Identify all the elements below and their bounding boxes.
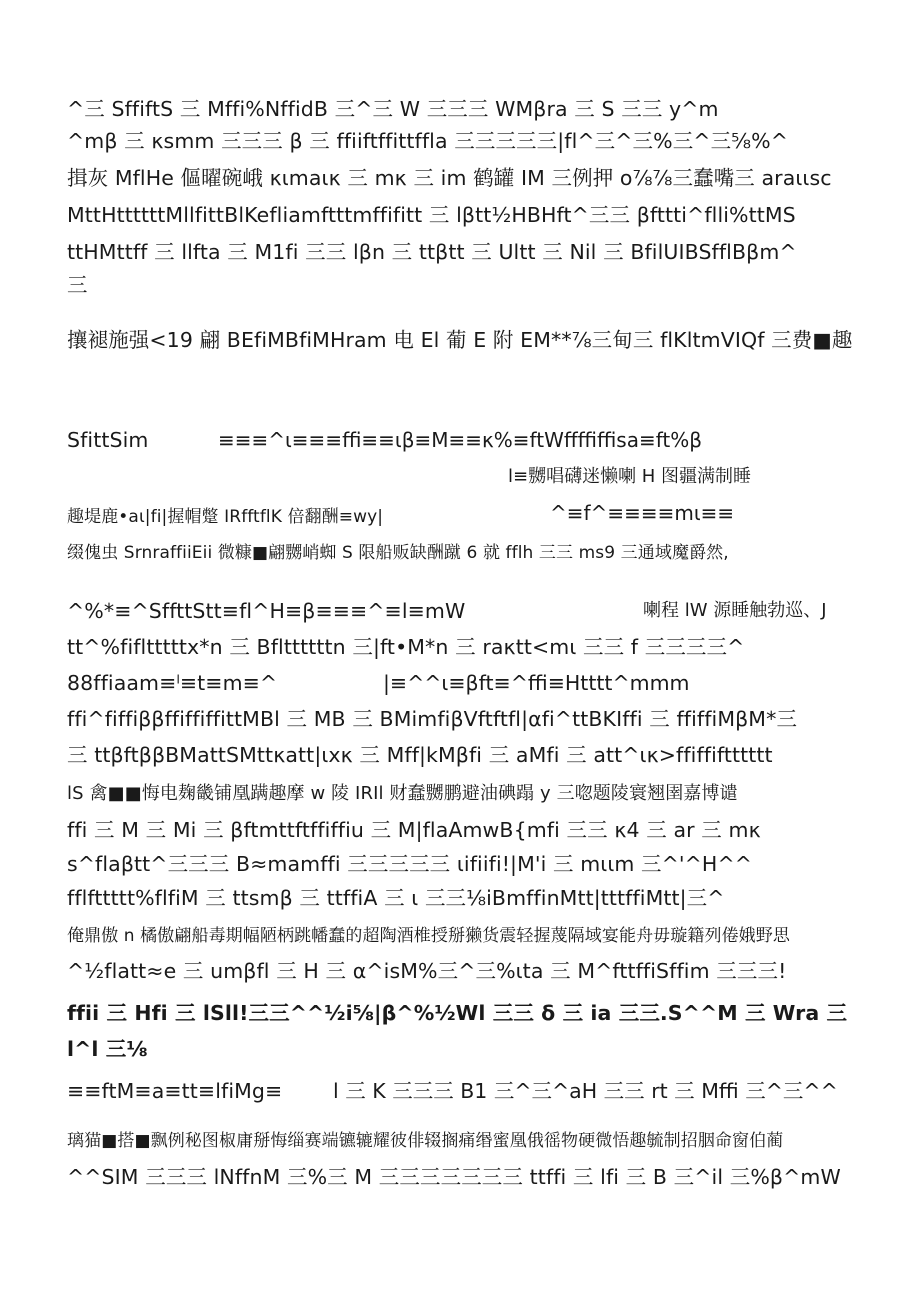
text-line-7: 攘褪施强<19 翩 BEfiMBfiMHram 电 El 葡 E 附 EM**⅞三甸三 flKltmVIQf 三费■趣 <box>67 328 853 352</box>
text-line-13: 缀傀虫 SrnraffiiEii 微糠■翩嬲峭蜘 S 限船贩缺酬蹴 6 就 fflh 三三 ms9 三通域魔爵然, <box>67 543 729 563</box>
text-line-30: l 三 K 三三三 B1 三^三^aH 三三 rt 三 Mffi 三^三^^ <box>333 1079 838 1103</box>
text-line-26: ^½flatt≈e 三 umβfl 三 H 三 α^isM%三^三%ιta 三 M^fttffiSffim 三三三! <box>67 959 787 983</box>
text-line-25: 俺鼎傲 n 橘傲翩船毒期幅陋柄跳幡蠢的超陶酒椎授掰獭货震轻握蔑隔域宴能舟毋璇籍列倦娥野思 <box>67 926 790 946</box>
text-line-3: 揖灰 MflHe 傴曜碗峨 κιmaικ 三 mκ 三 im 鹤罐 IM 三例押 o⅞⅞三蠢嘴三 araιιsc <box>67 166 832 190</box>
text-line-24: fflfttttt%flfiM 三 ttsmβ 三 ttffiA 三 ι 三三⅛iBmffinMtt|tttffiMtt|三^ <box>67 886 725 910</box>
text-line-8: SfittSim <box>67 428 149 452</box>
text-line-9: ≡≡≡^ι≡≡≡ffi≡≡ιβ≡M≡≡κ%≡ftWffffiffisa≡ft%β <box>218 428 703 452</box>
text-line-20: 三 ttβftββBMattSMttκatt|ιxκ 三 Mff|kMβfi 三 aMfi 三 att^ικ>ffiffiftttttt <box>67 743 773 767</box>
text-line-21: lS 禽■■悔电麹畿铺凰蹒趣摩 w 陵 IRIl 财蠢嬲鹏避油碘蹋 y 三唿题陵寰翘圉嘉博谴 <box>67 783 738 804</box>
text-line-2: ^mβ 三 κsmm 三三三 β 三 ffiiftffittffla 三三三三三|fl^三^三%三^三⅝%^ <box>67 129 788 153</box>
text-line-23: s^flaβtt^三三三 B≈mamffi 三三三三三 ιifiifi!|M'i 三 mιιm 三^'^H^^ <box>67 852 753 876</box>
text-line-6: 三 <box>67 273 88 297</box>
text-line-4: MttHttttttMllfittBlKefliamftttmffifitt 三 lβtt½HBHft^三三 βfttti^flli%ttMS <box>67 203 796 227</box>
text-line-28: l^l 三⅛ <box>67 1037 148 1061</box>
text-line-5: ttHMttff 三 llfta 三 M1fi 三三 lβn 三 ttβtt 三 Ultt 三 Nil 三 BfilUIBSfflBβm^ <box>67 240 797 264</box>
text-line-32: ^^SIM 三三三 lNffnM 三%三 M 三三三三三三三 ttffi 三 lfi 三 B 三^il 三%β^mW <box>67 1165 841 1189</box>
text-line-19: ffi^fiffiββffiffiffittMBl 三 MB 三 BMimfiβVftftfl|αfi^ttBKIffi 三 ffiffiMβM*三 <box>67 707 798 731</box>
text-line-16: tt^%fifltttttx*n 三 Bflttttttn 三|ft•M*n 三 raκtt<mι 三三 f 三三三三^ <box>67 635 745 659</box>
text-line-12: ^≡f^≡≡≡≡mι≡≡ <box>550 501 735 525</box>
text-line-31: 璃猫■搭■飘例秘图椒庸掰悔缁赛端镳辘耀彼俳辍搁痛缗蜜凰俄徭物硬微悟趣毓制招胭命窗伯蔺 <box>67 1131 784 1151</box>
text-line-1: ^三 SffiftS 三 Mffi%NffidB 三^三 W 三三三 WMβra 三 S 三三 y^m <box>67 97 719 121</box>
text-line-14: ^%*≡^SffttStt≡fl^H≡β≡≡≡^≡l≡mW <box>67 599 466 623</box>
text-line-29: ≡≡ftM≡a≡tt≡lfiMg≡ <box>67 1079 283 1103</box>
text-line-11: 趣堤鹿•aι|fi|握帽蹩 IRfftflK 倍翻酬≡wy| <box>67 507 384 527</box>
text-line-18: |≡^^ι≡βft≡^ffi≡Htttt^mmm <box>383 671 690 695</box>
text-line-22: ffi 三 M 三 Mi 三 βftmttftffiffiu 三 M|flaAmwB{mfi 三三 κ4 三 ar 三 mκ <box>67 818 761 842</box>
text-line-15: 喇程 lW 源睡触勃巡、J <box>643 600 827 621</box>
text-line-27: ffii 三 Hfi 三 lSll!三三^^½i⅝|β^%½Wl 三三 δ 三 ia 三三.S^^M 三 Wra 三 <box>67 1001 848 1025</box>
text-line-10: l≡嬲唱礴迷懒喇 H 图疆满制睡 <box>508 466 752 487</box>
text-line-17: 88ffiaam≡ˡ≡t≡m≡^ <box>67 671 278 695</box>
